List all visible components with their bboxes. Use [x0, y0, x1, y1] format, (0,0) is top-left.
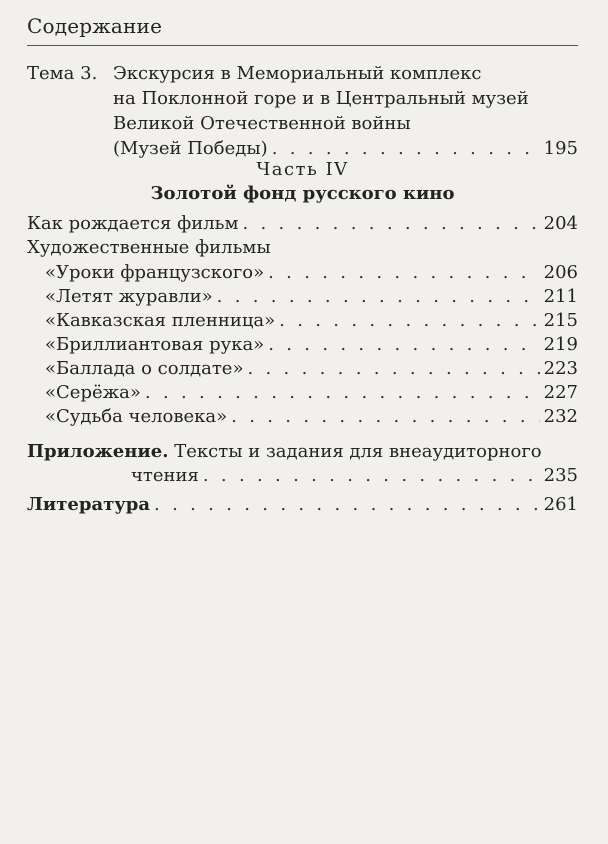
dot-leader [154, 493, 540, 517]
toc-entry-label: «Судьба человека» [45, 406, 228, 427]
toc-section-feature-films: Художественные фильмы [27, 237, 271, 258]
toc-page-number: 195 [543, 138, 578, 159]
toc-page-number: 206 [543, 262, 578, 283]
toc-page-number: 227 [543, 382, 578, 403]
toc-entry-label: «Баллада о солдате» [45, 358, 244, 379]
dot-leader [145, 381, 540, 405]
dot-leader [217, 285, 540, 309]
toc-film-entry[interactable] [45, 261, 578, 285]
toc-entry-label: Литература [27, 494, 151, 515]
toc-page-number: 223 [543, 358, 578, 379]
toc-page-number: 232 [543, 406, 578, 427]
toc-topic3-line-1: Экскурсия в Мемориальный комплекс [113, 63, 482, 84]
toc-page-number: 219 [543, 334, 578, 355]
toc-page-number: 261 [543, 494, 578, 515]
toc-page-number: 204 [543, 213, 578, 234]
dot-leader [247, 357, 539, 381]
toc-page-number: 235 [543, 465, 578, 486]
dot-leader [268, 333, 539, 357]
toc-appendix-entry[interactable] [131, 464, 578, 488]
toc-appendix-label: Приложение. [27, 441, 169, 462]
toc-film-entry[interactable] [45, 381, 578, 405]
toc-entry-label: чтения [131, 465, 199, 486]
toc-entry-label: Как рождается фильм [27, 213, 239, 234]
toc-page-number: 211 [543, 286, 578, 307]
toc-film-entry[interactable] [45, 309, 578, 333]
toc-film-entry[interactable] [45, 405, 578, 429]
dot-leader [279, 309, 539, 333]
dot-leader [203, 464, 540, 488]
toc-appendix-text: Тексты и задания для внеаудиторного [174, 441, 542, 462]
dot-leader [231, 405, 539, 429]
part-title: Золотой фонд русского кино [150, 183, 455, 204]
header-rule [27, 45, 578, 46]
toc-topic3-last-line: (Музей Победы) [113, 138, 268, 159]
toc-entry-label: «Бриллиантовая рука» [45, 334, 265, 355]
running-head: Содержание [27, 14, 163, 38]
toc-entry-label: «Серёжа» [45, 382, 141, 403]
toc-topic3-line-2: на Поклонной горе и в Центральный музей [113, 88, 529, 109]
toc-film-entry[interactable] [45, 285, 578, 309]
toc-entry-label: «Кавказская пленница» [45, 310, 276, 331]
toc-entry-how-film-born[interactable] [27, 212, 578, 236]
toc-film-entry[interactable] [45, 357, 578, 381]
toc-entry-label: «Летят журавли» [45, 286, 213, 307]
toc-topic3-number: Тема 3. [27, 63, 98, 84]
toc-page-number: 215 [543, 310, 578, 331]
toc-appendix-line-1 [27, 440, 542, 464]
dot-leader [268, 261, 540, 285]
dot-leader [242, 212, 539, 236]
toc-entry-label: «Уроки французского» [45, 262, 265, 283]
toc-topic3-line-3: Великой Отечественной войны [113, 113, 411, 134]
part-heading: Часть IV [256, 159, 349, 180]
toc-literature-entry[interactable] [27, 493, 578, 517]
toc-film-entry[interactable] [45, 333, 578, 357]
